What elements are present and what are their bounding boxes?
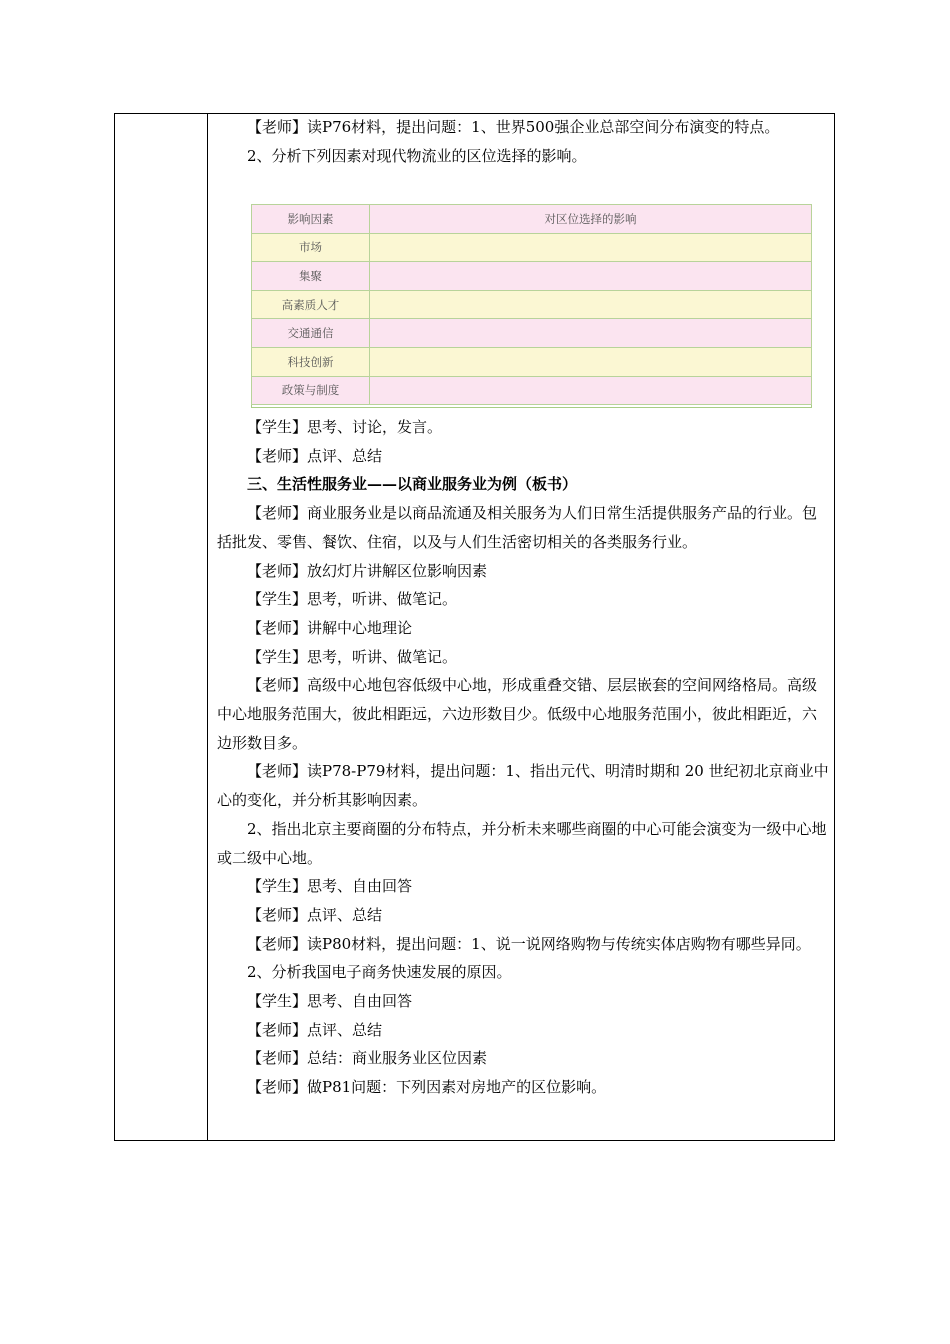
lesson-content [217, 114, 831, 170]
table-row [252, 319, 812, 348]
table-header-row [252, 205, 812, 234]
section-heading: 三、生活性服务业——以商业服务业为例（板书） [247, 475, 578, 494]
influence-cell [370, 262, 812, 291]
factor-cell: 高素质人才 [252, 290, 370, 319]
paragraph: 【老师】高级中心地包容低级中心地，形成重叠交错、层层嵌套的空间网络格局。高级中心地服务范围大，彼此相距远，六边形数目少。低级中心地服务范围小，彼此相距近，六边形数目多。 [217, 676, 818, 752]
paragraph: 2、分析我国电子商务快速发展的原因。 [247, 963, 512, 982]
paragraph: 【老师】读P78-P79材料，提出问题：1、指出元代、明清时期和 20 世纪初北京商业中心的变化，并分析其影响因素。 [217, 762, 829, 810]
table-row [252, 290, 812, 319]
influence-cell [370, 233, 812, 262]
paragraph: 【学生】思考、自由回答 [247, 992, 413, 1011]
header-factor: 影响因素 [252, 205, 370, 234]
paragraph: 2、指出北京主要商圈的分布特点，并分析未来哪些商圈的中心可能会演变为一级中心地或二级中心地。 [217, 819, 827, 867]
lesson-content-continued [217, 413, 831, 1102]
paragraph: 【学生】思考、讨论，发言。 [247, 418, 443, 436]
paragraph: 【老师】总结：商业服务业区位因素 [247, 1049, 488, 1068]
paragraph: 【老师】点评、总结 [247, 905, 383, 924]
lesson-table-frame [114, 113, 835, 1141]
intro-paragraph: 【老师】读P76材料，提出问题：1、世界500强企业总部空间分布演变的特点。 [247, 118, 780, 136]
logistics-factor-table [251, 204, 812, 405]
factor-cell: 集聚 [252, 262, 370, 291]
paragraph: 【老师】放幻灯片讲解区位影响因素 [247, 561, 488, 580]
factor-cell: 政策与制度 [252, 376, 370, 405]
paragraph: 【老师】点评、总结 [247, 446, 383, 465]
paragraph: 【老师】商业服务业是以商品流通及相关服务为人们日常生活提供服务产品的行业。包括批发、零售、餐饮、住宿，以及与人们生活密切相关的各类服务行业。 [217, 504, 818, 551]
intro-question-2: 2、分析下列因素对现代物流业的区位选择的影响。 [247, 146, 587, 165]
column-divider [207, 114, 208, 1140]
influence-cell [370, 376, 812, 405]
table-row [252, 262, 812, 291]
influence-cell [370, 319, 812, 348]
header-influence: 对区位选择的影响 [370, 205, 812, 234]
paragraph: 【学生】思考、自由回答 [247, 877, 413, 896]
paragraph: 【老师】讲解中心地理论 [247, 618, 413, 637]
influence-cell [370, 347, 812, 376]
table-row [252, 233, 812, 262]
paragraph: 【学生】思考，听讲、做笔记。 [247, 647, 458, 666]
factor-cell: 交通通信 [252, 319, 370, 348]
factor-cell: 市场 [252, 233, 370, 262]
paragraph: 【学生】思考，听讲、做笔记。 [247, 590, 458, 609]
influence-cell [370, 290, 812, 319]
paragraph: 【老师】读P80材料，提出问题：1、说一说网络购物与传统实体店购物有哪些异同。 [247, 934, 811, 953]
table-row [252, 347, 812, 376]
factor-cell: 科技创新 [252, 347, 370, 376]
paragraph: 【老师】点评、总结 [247, 1020, 383, 1039]
paragraph: 【老师】做P81问题：下列因素对房地产的区位影响。 [247, 1078, 607, 1097]
table-row [252, 376, 812, 405]
